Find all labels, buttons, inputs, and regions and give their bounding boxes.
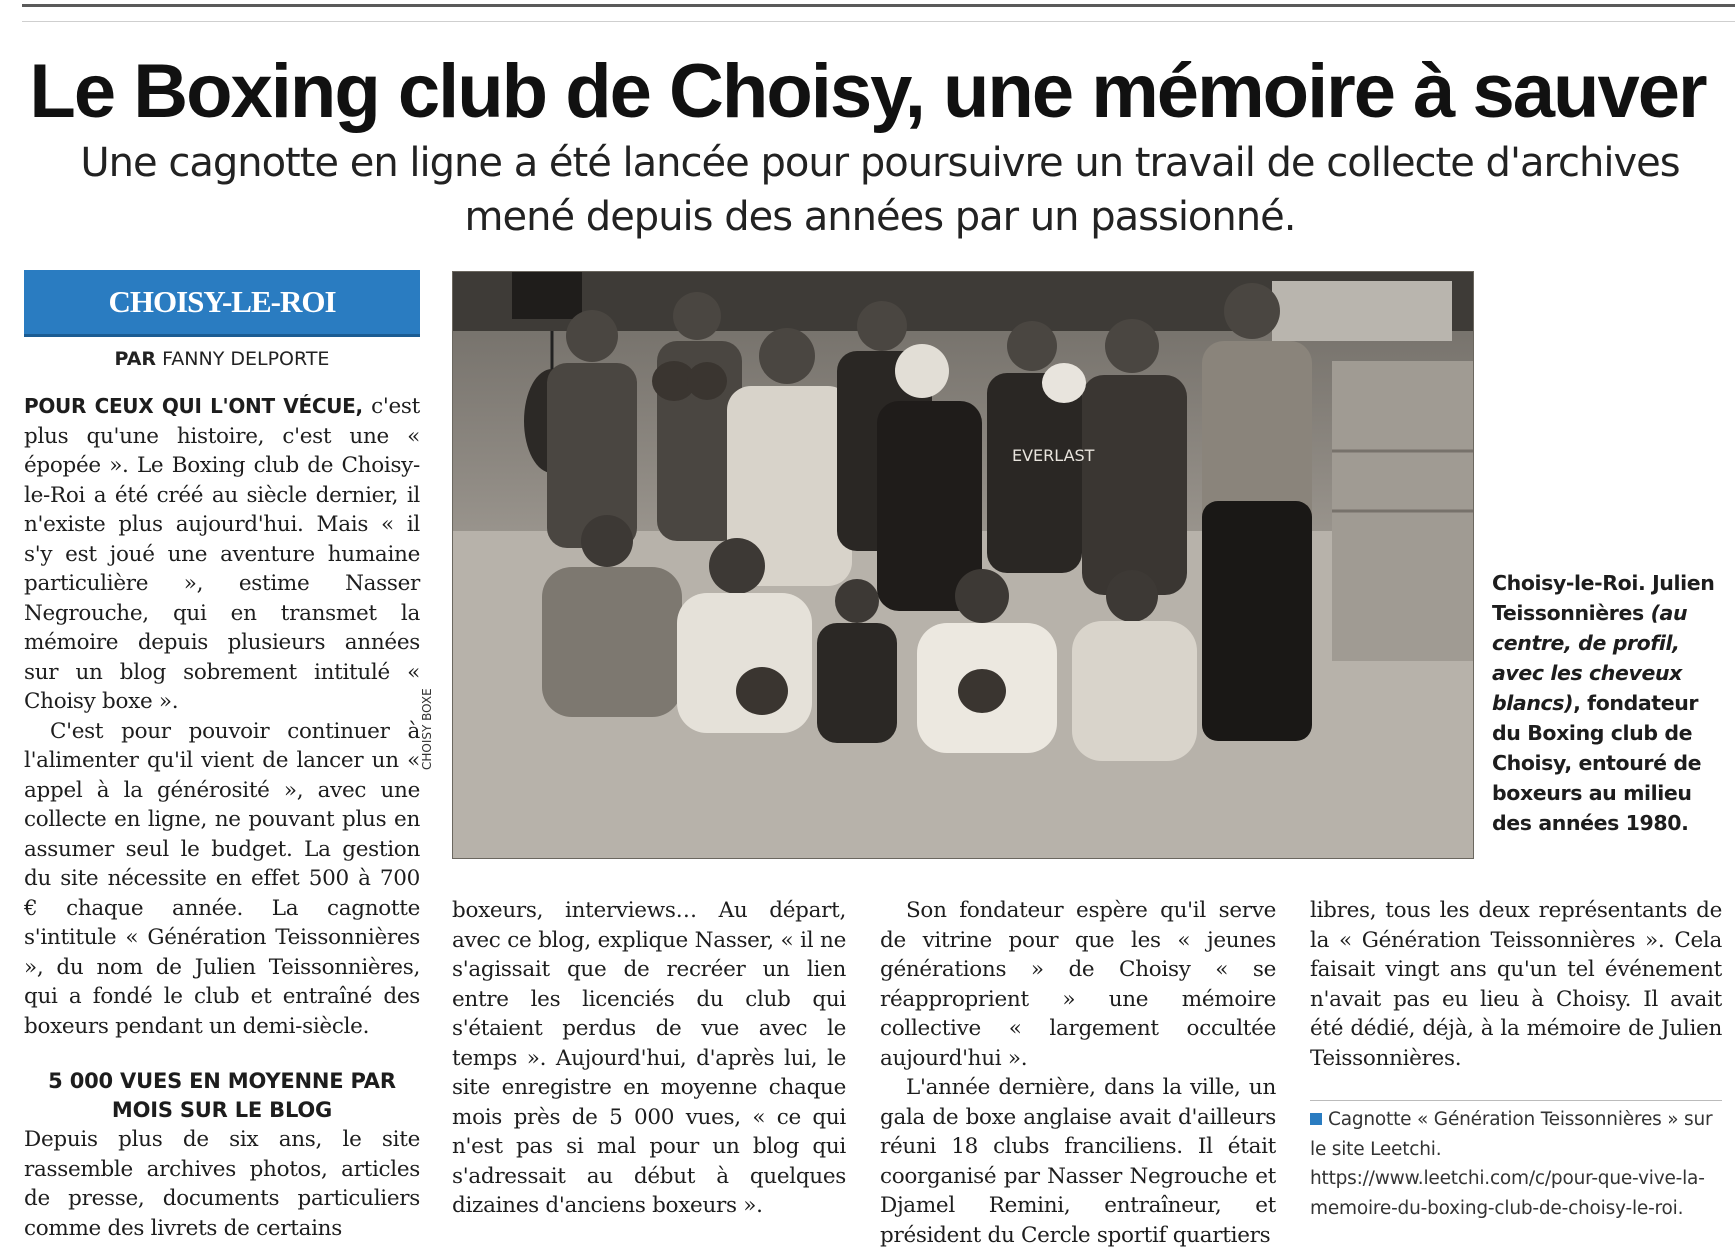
top-rule — [22, 4, 1735, 22]
article-deck: Une cagnotte en ligne a été lancée pour poursuivre un travail de collecte d'archives mené depuis des années par un passionné. — [80, 140, 1680, 240]
section-tag: CHOISY-LE-ROI — [24, 270, 420, 337]
paragraph: L'année dernière, dans la ville, un gala de boxe anglaise avait d'ailleurs réuni 18 clubs franciliens. Il était coorganisé par Nasser Negrouche et Djamel Remini, entraîneur, et président du Cercle sportif quartiers — [880, 1075, 1276, 1248]
article-column-2 — [452, 896, 846, 1221]
note-text: Cagnotte « Génération Teissonnières » sur le site Leetchi. https://www.leetchi.com/c/pour-que-vive-la-memoire-du-boxing-club-de-choisy-le-roi. — [1310, 1109, 1713, 1219]
team-photo-illustration — [452, 271, 1474, 859]
article-column-1 — [24, 392, 420, 1243]
caption-text: Choisy-le-Roi. Julien Teissonnières — [1492, 571, 1715, 625]
caption-text: , fondateur du Boxing club de Choisy, entouré de boxeurs au milieu des années 1980. — [1492, 691, 1702, 835]
byline-author: FANNY DELPORTE — [162, 348, 330, 370]
shirt-text: EVERLAST — [1012, 446, 1095, 465]
paragraph: Depuis plus de six ans, le site rassemble archives photos, articles de presse, documents particuliers comme des livrets de certains — [24, 1127, 420, 1241]
photo-credit: CHOISY BOXE — [420, 688, 434, 770]
paragraph: boxeurs, interviews… Au départ, avec ce blog, explique Nasser, « il ne s'agissait que de recréer un lien entre les licenciés du club qui s'étaient perdus de vue avec le temps ». Aujourd'hui, d'après lui, le site enregistre en moyenne chaque mois près de 5 000 vues, « ce qui n'est pas si mal pour un blog qui s'adressait au début à quelques dizaines d'anciens boxeurs ». — [452, 898, 846, 1218]
paragraph — [24, 392, 420, 717]
photo-caption — [1492, 568, 1728, 838]
caption-italic: (au centre, de profil, avec les cheveux blancs) — [1492, 601, 1688, 715]
paragraph-text: c'est plus qu'une histoire, c'est une « épopée ». Le Boxing club de Choisy-le-Roi a été créé au siècle dernier, il n'existe plus aujourd'hui. Mais « il s'y est joué une aventure humaine particulière », estime Nasser Negrouche, qui en transmet la mémoire depuis plusieurs années sur un blog sobrement intitulé « Choisy boxe ». — [24, 394, 420, 714]
article-column-3 — [880, 896, 1276, 1250]
byline-prefix: PAR — [114, 348, 157, 370]
paragraph: C'est pour pouvoir continuer à l'alimenter qu'il vient de lancer un « appel à la générosité », avec une collecte en ligne, ne pouvant plus en assumer seul le budget. La gestion du site nécessite en effet 500 à 700 € chaque année. La cagnotte s'intitule « Génération Teissonnières », du nom de Julien Teissonnières, qui a fondé le club et entraîné des boxeurs pendant un demi-siècle. — [24, 718, 420, 1039]
paragraph: libres, tous les deux représentants de la « Génération Teissonnières ». Cela faisait vingt ans qu'un tel événement n'avait pas eu lieu à Choisy. Il avait été dédié, déjà, à la mémoire de Julien Teissonnières. — [1310, 898, 1722, 1071]
paragraph: Son fondateur espère qu'il serve de vitrine pour que les « jeunes générations » de Choisy « se réapproprient » une mémoire collective « largement occultée aujourd'hui ». — [880, 898, 1276, 1071]
article-column-4 — [1310, 896, 1722, 1073]
fundraiser-note — [1310, 1100, 1722, 1223]
team-photo — [452, 271, 1474, 859]
subhead: 5 000 VUES EN MOYENNE PAR MOIS SUR LE BLOG — [48, 1069, 396, 1122]
byline — [24, 345, 420, 373]
lede: POUR CEUX QUI L'ONT VÉCUE, — [24, 394, 363, 418]
square-bullet-icon — [1310, 1113, 1322, 1125]
article-headline: Le Boxing club de Choisy, une mémoire à sauver — [29, 49, 1706, 134]
